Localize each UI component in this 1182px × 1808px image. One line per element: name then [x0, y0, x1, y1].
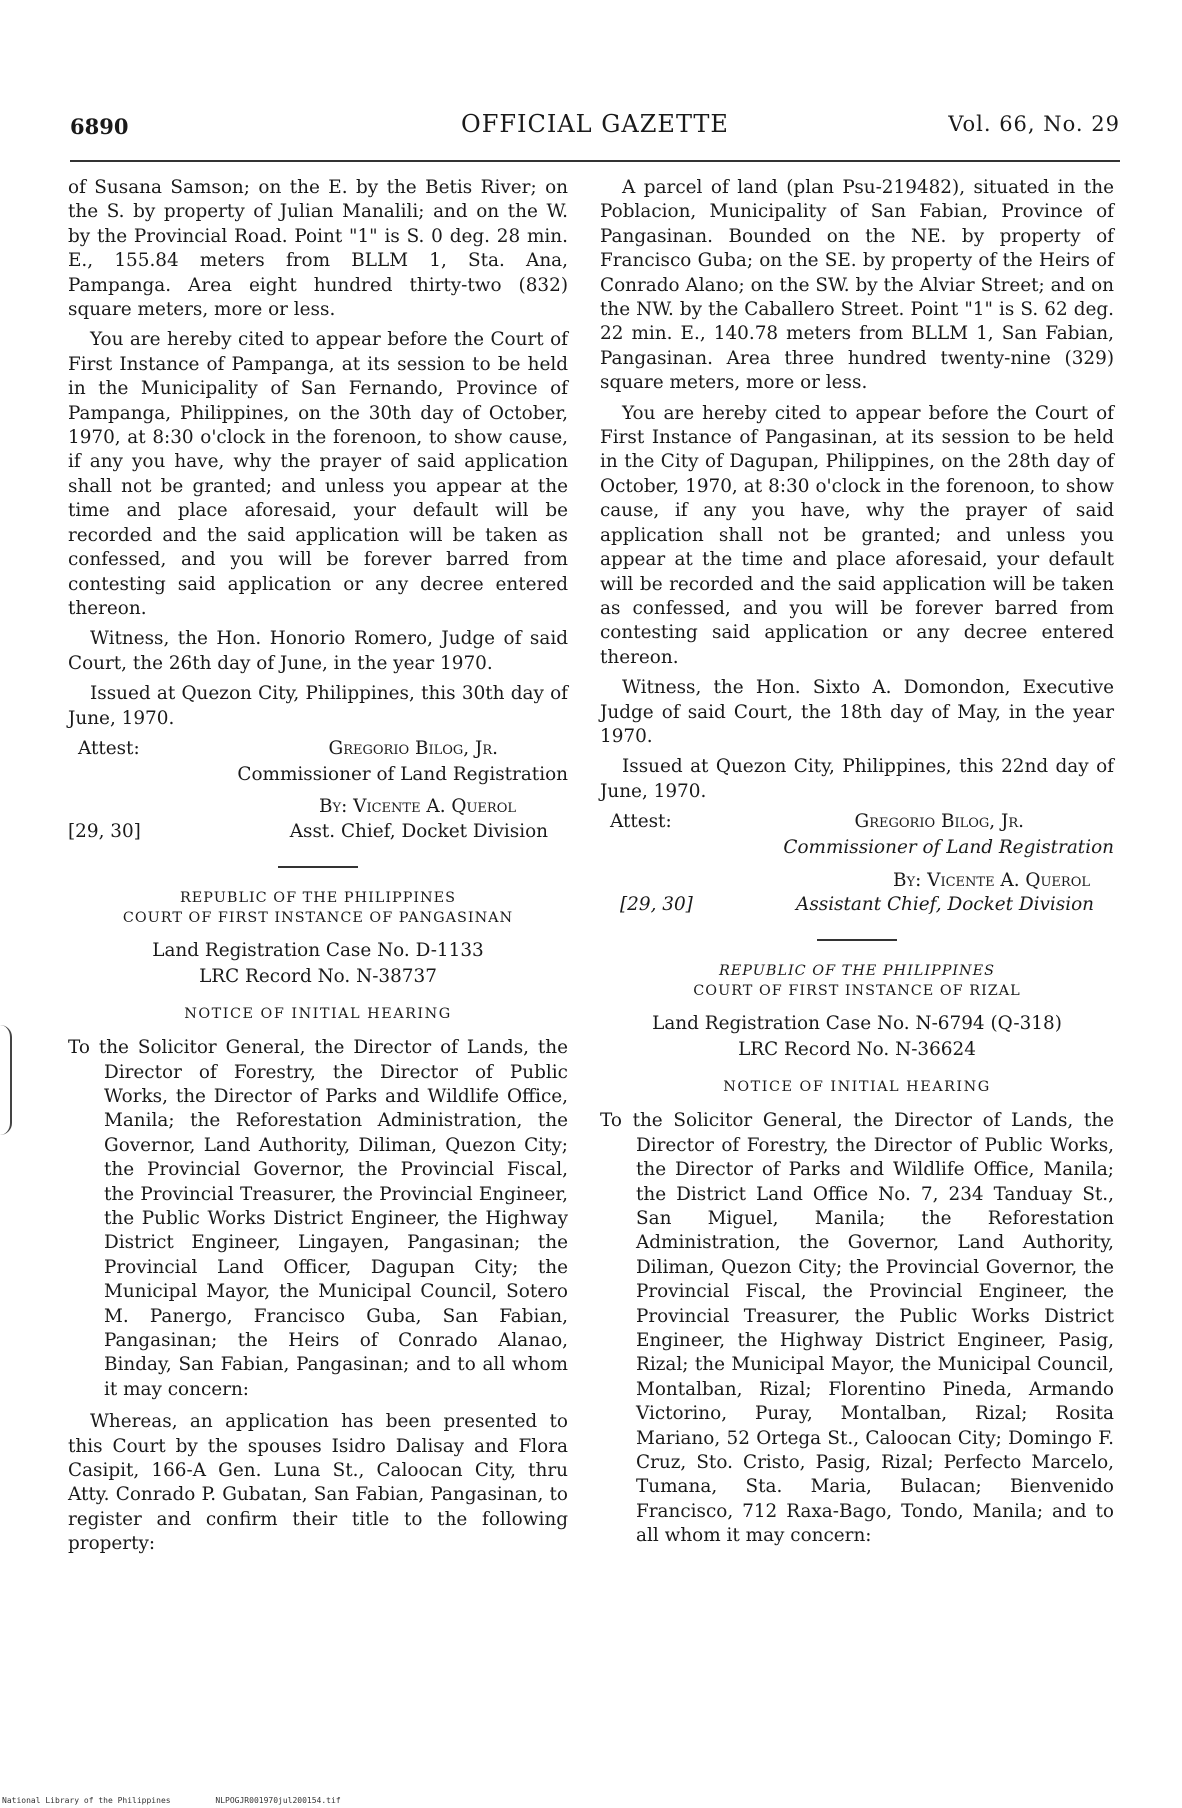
- citation-paragraph: You are hereby cited to appear before the Court of First Instance of Pangasinan, at its session to be held in the City of Dagupan, Philippines, on the 28th day of October, 1970, at 8:30 o'clock in the forenoon, to show cause, if any you have, why the prayer of said application shall not be granted; and unless you appear at the time and place aforesaid, your default will be recorded and the said application will be taken as confessed, and you will be forever barred from contesting said application or any decree entered thereon.: [600, 402, 1114, 668]
- republic-caption: REPUBLIC OF THE PHILIPPINES: [179, 889, 457, 906]
- library-credit: National Library of the Philippines: [2, 1796, 171, 1805]
- addressees: To the Solicitor General, the Director of Lands, the Director of Forestry, the Director of Public Works, the Director of Parks and Wildlife Office, Manila; the District Land Office No. 7, 234 Tanduay St., San Miguel, Manila; the Reforestation Administration, the Governor, Land Authority, Diliman, Quezon City; the Provincial Governor, the Provincial Fiscal, the Provincial Engineer, the Provincial Treasurer, the Public Works District Engineer, the Highway District Engineer, Pasig, Rizal; the Municipal Mayor, the Municipal Council, Montalban, Rizal; Florentino Pineda, Armando Victorino, Puray, Montalban, Rizal; Rosita Mariano, 52 Ortega St., Caloocan City; Domingo F. Cruz, Sto. Cristo, Pasig, Rizal; Perfecto Marcelo, Tumana, Sta. Maria, Bulacan; Bienvenido Francisco, 712 Raxa-Bago, Tondo, Manila; and to all whom it may concern:: [600, 1110, 1114, 1547]
- addressees: To the Solicitor General, the Director of Lands, the Director of Forestry, the Director of Public Works, the Director of Parks and Wildlife Office, Manila; the Reforestation Administration, the Governor, Land Authority, Diliman, Quezon City; the Provincial Governor, the Provincial Fiscal, the Provincial Treasurer, the Provincial Engineer, the Public Works District Engineer, the Highway District Engineer, Lingayen, Pangasinan; the Provincial Land Officer, Dagupan City; the Municipal Mayor, the Municipal Council, Sotero M. Panergo, Francisco Guba, San Fabian, Pangasinan; the Heirs of Conrado Alanao, Binday, San Fabian, Pangasinan; and to all whom it may concern:: [68, 1037, 568, 1400]
- scan-filename: NLPOGJR001970jul200154.tif: [215, 1796, 341, 1805]
- publication-title: OFFICIAL GAZETTE: [461, 110, 729, 138]
- case-number: Land Registration Case No. N-6794 (Q-318): [652, 1012, 1062, 1034]
- issued-paragraph: Issued at Quezon City, Philippines, this 30th day of June, 1970.: [68, 683, 568, 729]
- court-caption: COURT OF FIRST INSTANCE OF RIZAL: [693, 982, 1021, 999]
- issue-ref: [29, 30]: [620, 893, 693, 915]
- section-divider: [817, 939, 897, 941]
- binding-mark: [0, 1025, 12, 1135]
- notice-heading: NOTICE OF INITIAL HEARING: [184, 1005, 452, 1022]
- court-caption: COURT OF FIRST INSTANCE OF PANGASINAN: [122, 909, 514, 926]
- volume-number: Vol. 66, No. 29: [948, 112, 1120, 136]
- witness-paragraph: Witness, the Hon. Honorio Romero, Judge of said Court, the 26th day of June, in the year 1970.: [68, 628, 568, 674]
- signer-name: Gregorio Bilog, Jr.: [328, 737, 498, 759]
- notice-heading: NOTICE OF INITIAL HEARING: [723, 1078, 991, 1095]
- issue-ref: [29, 30]: [68, 820, 141, 842]
- by-line: By: Vicente A. Querol: [319, 796, 516, 818]
- by-title: Asst. Chief, Docket Division: [289, 820, 548, 842]
- witness-paragraph: Witness, the Hon. Sixto A. Domondon, Executive Judge of said Court, the 18th day of May, in the year 1970.: [600, 677, 1114, 747]
- attest-label: Attest:: [78, 737, 140, 759]
- whereas-paragraph: Whereas, an application has been presented to this Court by the spouses Isidro Dalisay and Flora Casipit, 166-A Gen. Luna St., Caloocan City, thru Atty. Conrado P. Gubatan, San Fabian, Pangasinan, to register and confirm their title to the following property:: [68, 1411, 568, 1555]
- issued-paragraph: Issued at Quezon City, Philippines, this 22nd day of June, 1970.: [600, 756, 1114, 802]
- republic-caption: REPUBLIC OF THE PHILIPPINES: [718, 962, 996, 979]
- ref-row: [68, 820, 568, 848]
- citation-paragraph: You are hereby cited to appear before the Court of First Instance of Pampanga, at its session to be held in the Municipality of San Fernando, Province of Pampanga, Philippines, on the 30th day of October, 1970, at 8:30 o'clock in the forenoon, to show cause, if any you have, why the prayer of said application shall not be granted; and unless you appear at the time and place aforesaid, your default will be recorded and the said application will be taken as confessed, and you will be forever barred from contesting said application or any decree entered thereon.: [68, 329, 568, 619]
- signer-title: Commissioner of Land Registration: [237, 763, 568, 785]
- section-divider: [278, 866, 358, 868]
- left-column: [68, 176, 568, 1563]
- case-numbers: [600, 1011, 1114, 1063]
- by-line: By: Vicente A. Querol: [893, 869, 1090, 891]
- signer-title: Commissioner of Land Registration: [783, 837, 1114, 859]
- by-title: Assistant Chief, Docket Division: [796, 893, 1094, 915]
- property-description-continued: of Susana Samson; on the E. by the Betis River; on the S. by property of Julian Manalili; and on the W. by the Provincial Road. Point "1" is S. 0 deg. 28 min. E., 155.84 meters from BLLM 1, Sta. Ana, Pampanga. Area eight hundred thirty-two (832) square meters, more or less.: [68, 177, 568, 321]
- record-number: LRC Record No. N-38737: [199, 965, 437, 987]
- right-column: [600, 176, 1114, 1555]
- ref-row: [600, 893, 1114, 921]
- signer-name: Gregorio Bilog, Jr.: [854, 811, 1024, 833]
- attest-row: [600, 810, 1114, 836]
- attest-row: [68, 737, 568, 763]
- property-description: A parcel of land (plan Psu-219482), situated in the Poblacion, Municipality of San Fabian, Province of Pangasinan. Bounded on the NE. by property of Francisco Guba; on the SE. by property of the Heirs of Conrado Alano; on the SW. by the Alviar Street; and on the NW. by the Caballero Street. Point "1" is S. 62 deg. 22 min. E., 140.78 meters from BLLM 1, San Fabian, Pangasinan. Area three hundred twenty-nine (329) square meters, more or less.: [600, 177, 1114, 394]
- header-rule: [70, 160, 1120, 162]
- attest-label: Attest:: [610, 811, 672, 833]
- page-header: [70, 108, 1120, 148]
- record-number: LRC Record No. N-36624: [738, 1038, 976, 1060]
- case-numbers: [68, 938, 568, 990]
- scan-footer: [2, 1796, 381, 1805]
- page-number: 6890: [70, 114, 129, 139]
- case-number: Land Registration Case No. D-1133: [152, 939, 484, 961]
